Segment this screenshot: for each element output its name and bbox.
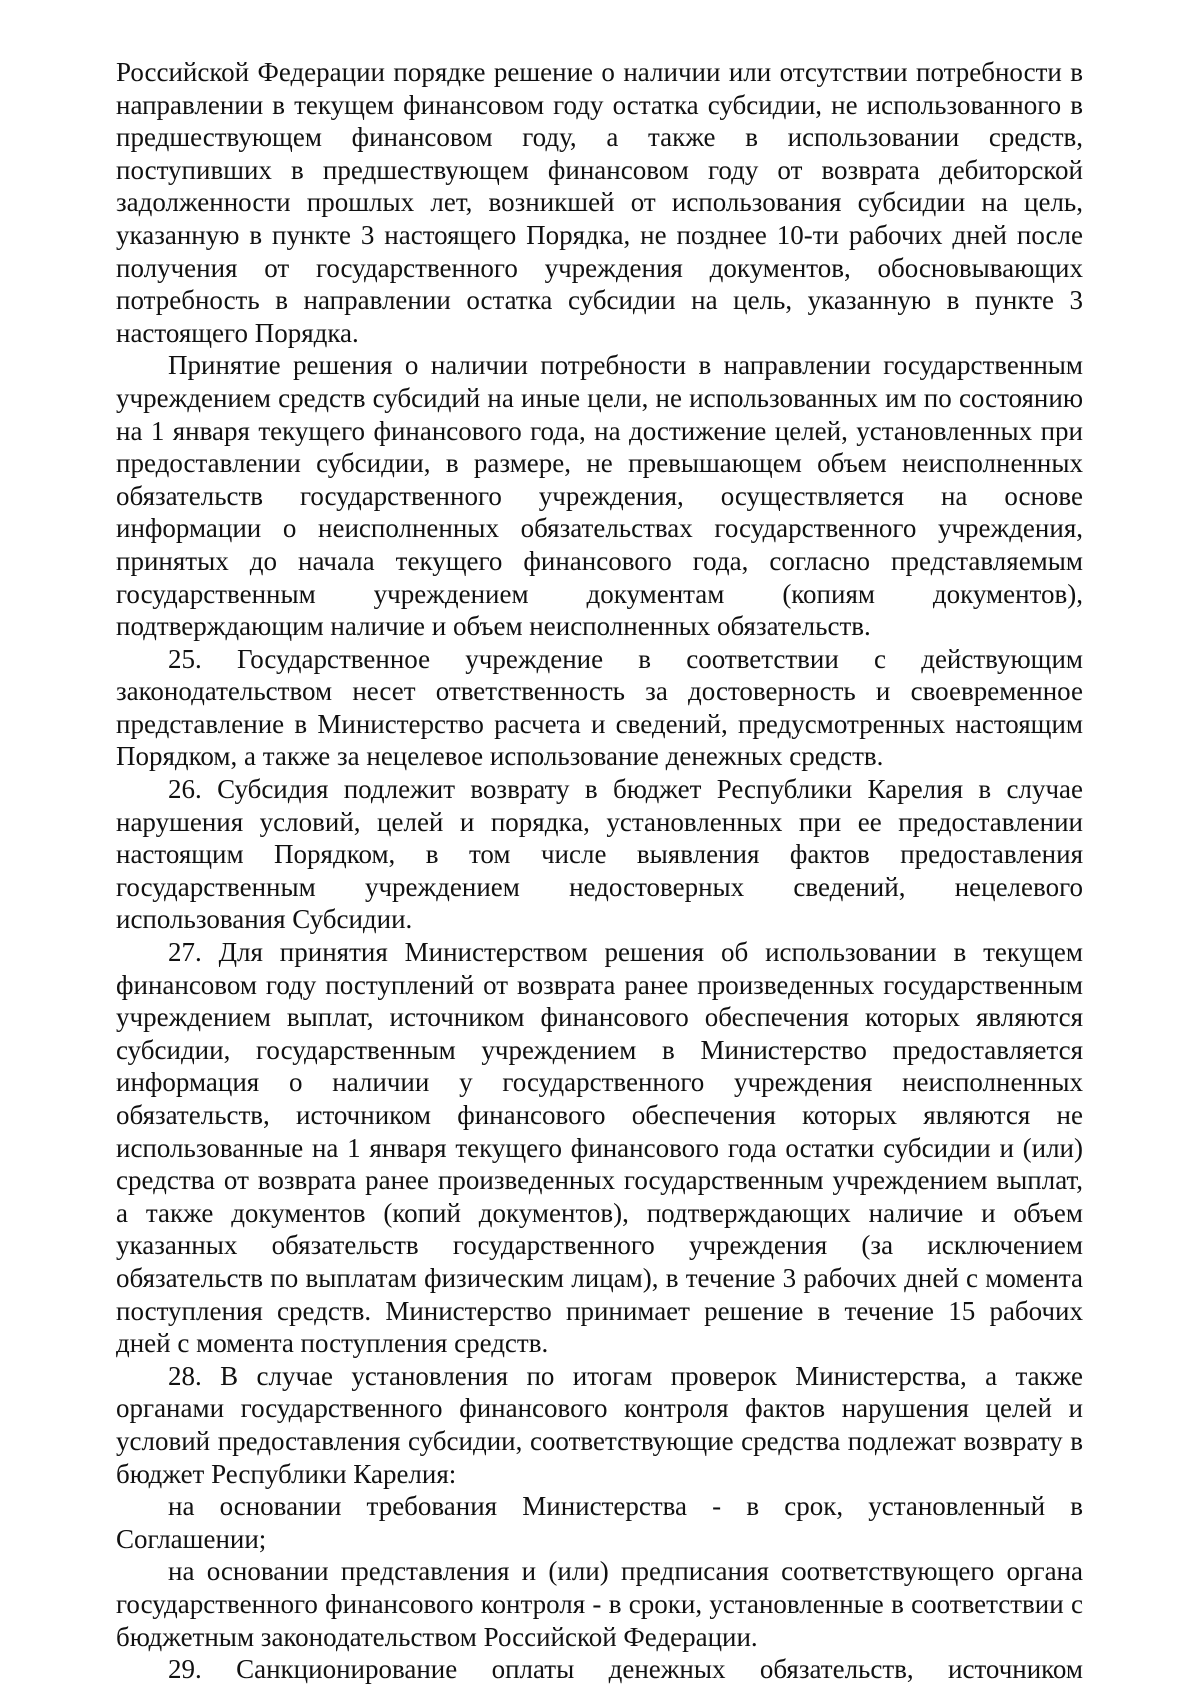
paragraph-decision-need: Принятие решения о наличии потребности в направлении государственным учреждением средств субсидий на иные цели, не использованных им по состоянию на 1 января текущего финансового года, на достижение целей, установленных при предоставлении субсидии, в размере, не превышающем объем неисполненных обязательств государственного учреждения, осуществляется на основе информации о неисполненных обязательствах государственного учреждения, принятых до начала текущего финансового года, согласно представляемым государственным учреждением документам (копиям документов), подтверждающим наличие и объем неисполненных обязательств. [116,350,1083,642]
paragraph-item-29: 29. Санкционирование оплаты денежных обязательств, источником [168,1654,1083,1685]
paragraph-item-28: 28. В случае установления по итогам проверок Министерства, а также органами государственного финансового контроля фактов нарушения целей и условий предоставления субсидии, соответствующие средства подлежат возврату в бюджет Республики Карелия: [116,1360,1083,1489]
paragraph-continuation: Российской Федерации порядке решение о наличии или отсутствии потребности в направлении в текущем финансовом году остатка субсидии, не использованного в предшествующем финансовом году, а также в использовании средств, поступивших в предшествующем финансовом году от возврата дебиторской задолженности прошлых лет, возникшей от использования субсидии на цель, указанную в пункте 3 настоящего Порядка, не позднее 10-ти рабочих дней после получения от государственного учреждения документов, обосновывающих потребность в направлении остатка субсидии на цель, указанную в пункте 3 настоящего Порядка. [116,57,1083,348]
paragraph-item-28-prescription: на основании представления и (или) предписания соответствующего органа государственного финансового контроля - в сроки, установленные в соответствии с бюджетным законодательством Российской Федерации. [116,1556,1083,1652]
paragraph-item-28-requirement: на основании требования Министерства - в срок, установленный в Соглашении; [116,1491,1083,1554]
paragraph-item-25: 25. Государственное учреждение в соответствии с действующим законодательством несет ответственность за достоверность и своевременное представление в Министерство расчета и сведений, предусмотренных настоящим Порядком, а также за нецелевое использование денежных средств. [116,643,1083,772]
paragraph-item-27: 27. Для принятия Министерством решения об использовании в текущем финансовом году поступлений от возврата ранее произведенных государственным учреждением выплат, источником финансового обеспечения которых являются субсидии, государственным учреждением в Министерство предоставляется информация о наличии у государственного учреждения неисполненных обязательств, источником финансового обеспечения которых являются не использованные на 1 января текущего финансового года остатки субсидии и (или) средства от возврата ранее произведенных государственным учреждением выплат, а также документов (копий документов), подтверждающих наличие и объем указанных обязательств государственного учреждения (за исключением обязательств по выплатам физическим лицам), в течение 3 рабочих дней с момента поступления средств. Министерство принимает решение в течение 15 рабочих дней с момента поступления средств. [116,937,1083,1359]
document-page [116,56,1083,1686]
paragraph-item-26: 26. Субсидия подлежит возврату в бюджет Республики Карелия в случае нарушения условий, целей и порядка, установленных при ее предоставлении настоящим Порядком, в том числе выявления фактов предоставления государственным учреждением недостоверных сведений, нецелевого использования Субсидии. [116,774,1083,935]
